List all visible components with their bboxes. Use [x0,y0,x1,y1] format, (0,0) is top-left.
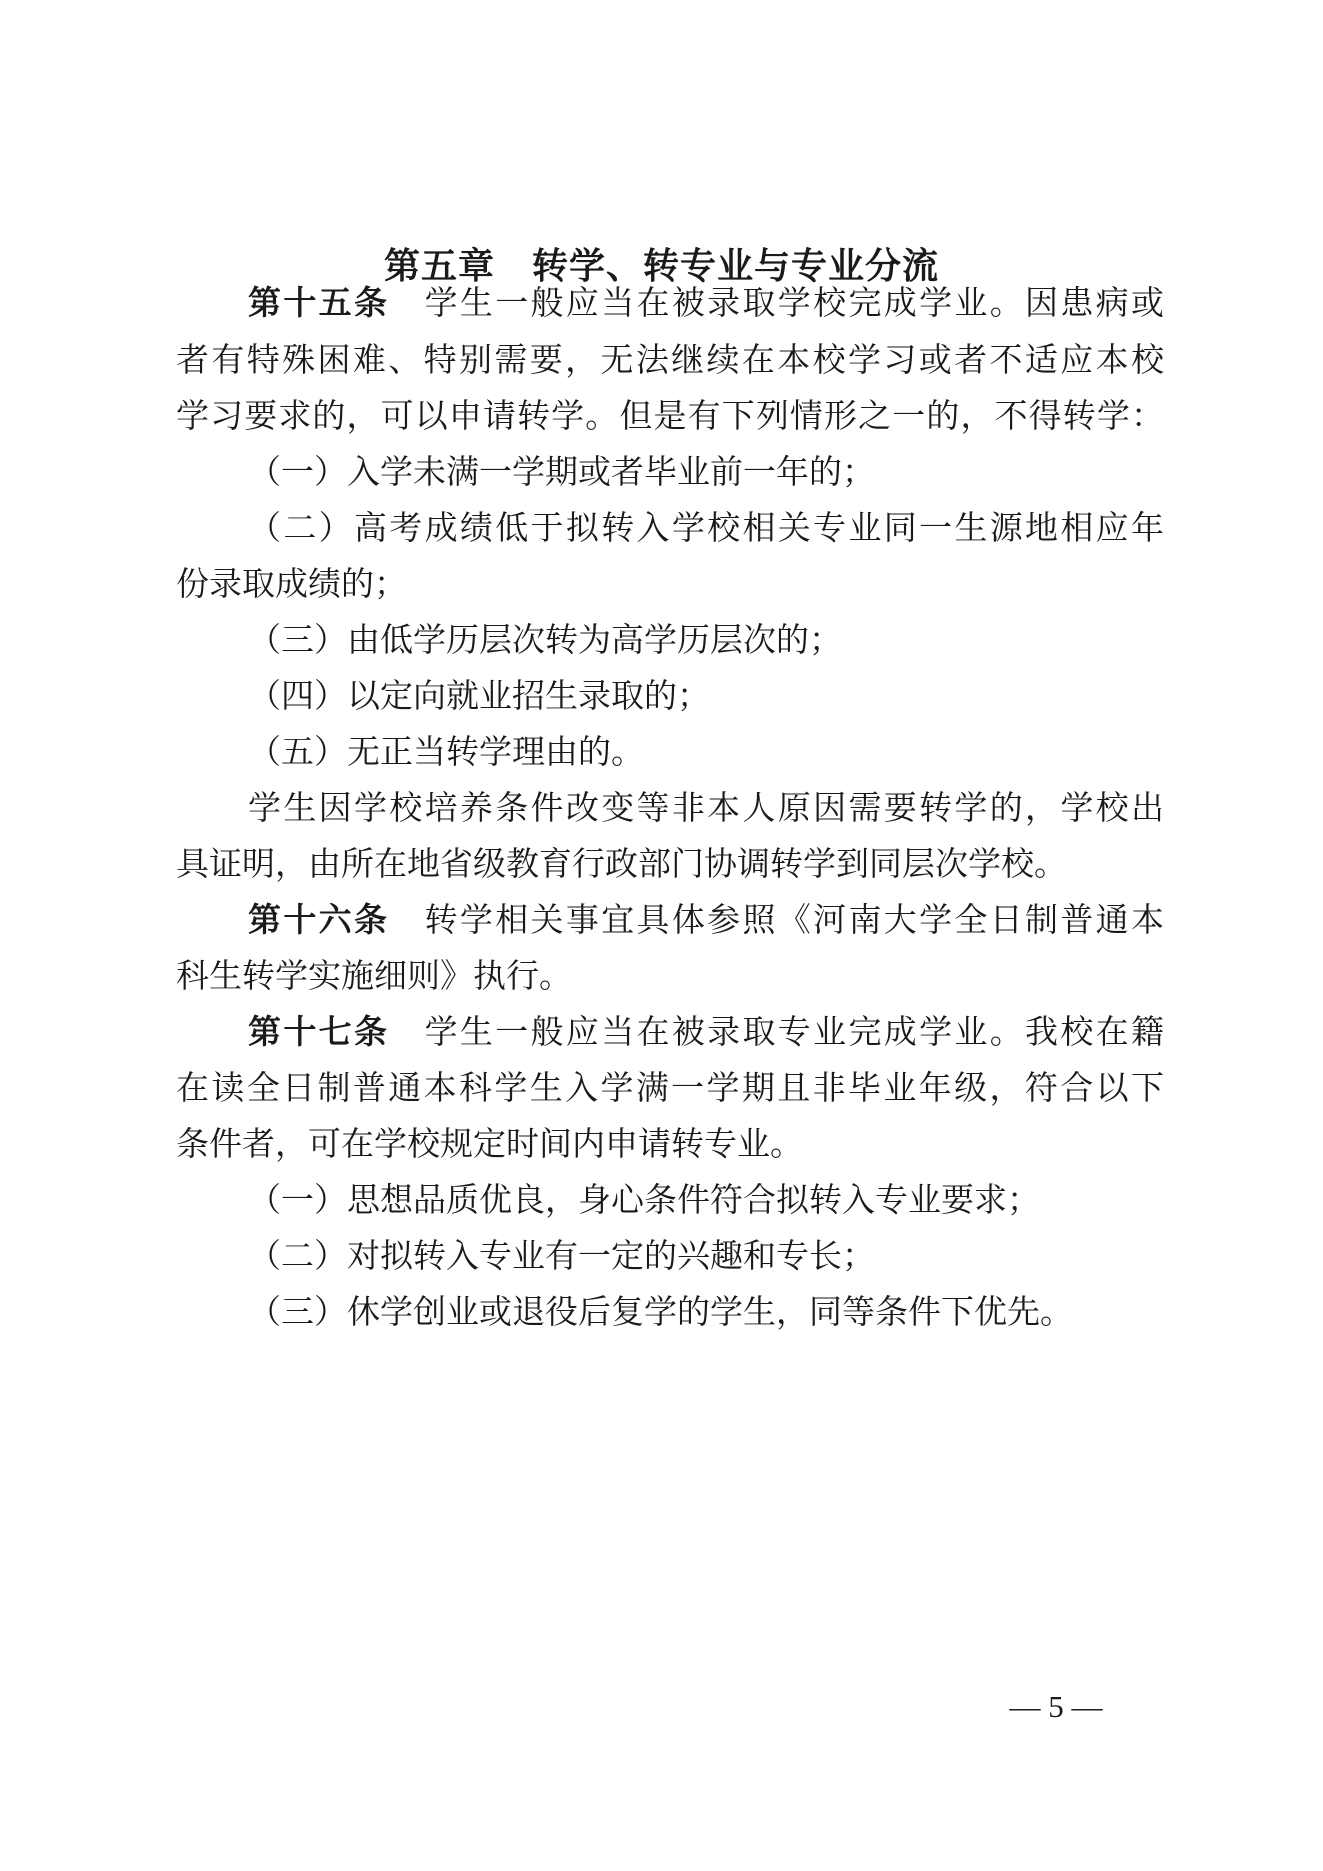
article-15-item-2-cont: 份录取成绩的； [176,564,407,603]
article-16-text: 转学相关事宜具体参照《河南大学全日制普通本 [389,900,1165,939]
article-15-note-line-2: 具证明，由所在地省级教育行政部门协调转学到同层次学校。 [176,844,1067,883]
article-15-item-4: （四）以定向就业招生录取的； [248,676,710,715]
article-15-line-3: 学习要求的，可以申请转学。但是有下列情形之一的，不得转学： [176,396,1164,435]
article-17-line-1 [176,1010,1164,1054]
article-17-line-3: 条件者，可在学校规定时间内申请转专业。 [176,1124,803,1163]
page-number: — 5 — [1009,1689,1103,1724]
article-17-line-2: 在读全日制普通本科学生入学满一学期且非毕业年级，符合以下 [176,1068,1164,1107]
article-17-item-1: （一）思想品质优良，身心条件符合拟转入专业要求； [248,1180,1040,1219]
article-15-line-1 [176,281,1164,325]
article-15-text: 学生一般应当在被录取学校完成学业。因患病或 [389,283,1165,322]
article-17-item-2: （二）对拟转入专业有一定的兴趣和专长； [248,1236,875,1275]
article-15-label: 第十五条 [248,283,390,322]
article-15-item-3: （三）由低学历层次转为高学历层次的； [248,620,842,659]
chapter-title: 第五章 转学、转专业与专业分流 [383,246,939,287]
article-16-label: 第十六条 [248,900,390,939]
article-16-line-1 [176,898,1164,942]
article-17-text: 学生一般应当在被录取专业完成学业。我校在籍 [389,1012,1165,1051]
article-15-line-2: 者有特殊困难、特别需要，无法继续在本校学习或者不适应本校 [176,340,1164,379]
article-17-label: 第十七条 [248,1012,390,1051]
article-16-line-2: 科生转学实施细则》执行。 [176,956,572,995]
article-15-note-line-1: 学生因学校培养条件改变等非本人原因需要转学的，学校出 [248,788,1164,827]
article-15-item-5: （五）无正当转学理由的。 [248,732,644,771]
article-17-item-3: （三）休学创业或退役后复学的学生，同等条件下优先。 [248,1292,1073,1331]
article-15-item-1: （一）入学未满一学期或者毕业前一年的； [248,452,875,491]
article-15-item-2: （二）高考成绩低于拟转入学校相关专业同一生源地相应年 [248,508,1164,547]
